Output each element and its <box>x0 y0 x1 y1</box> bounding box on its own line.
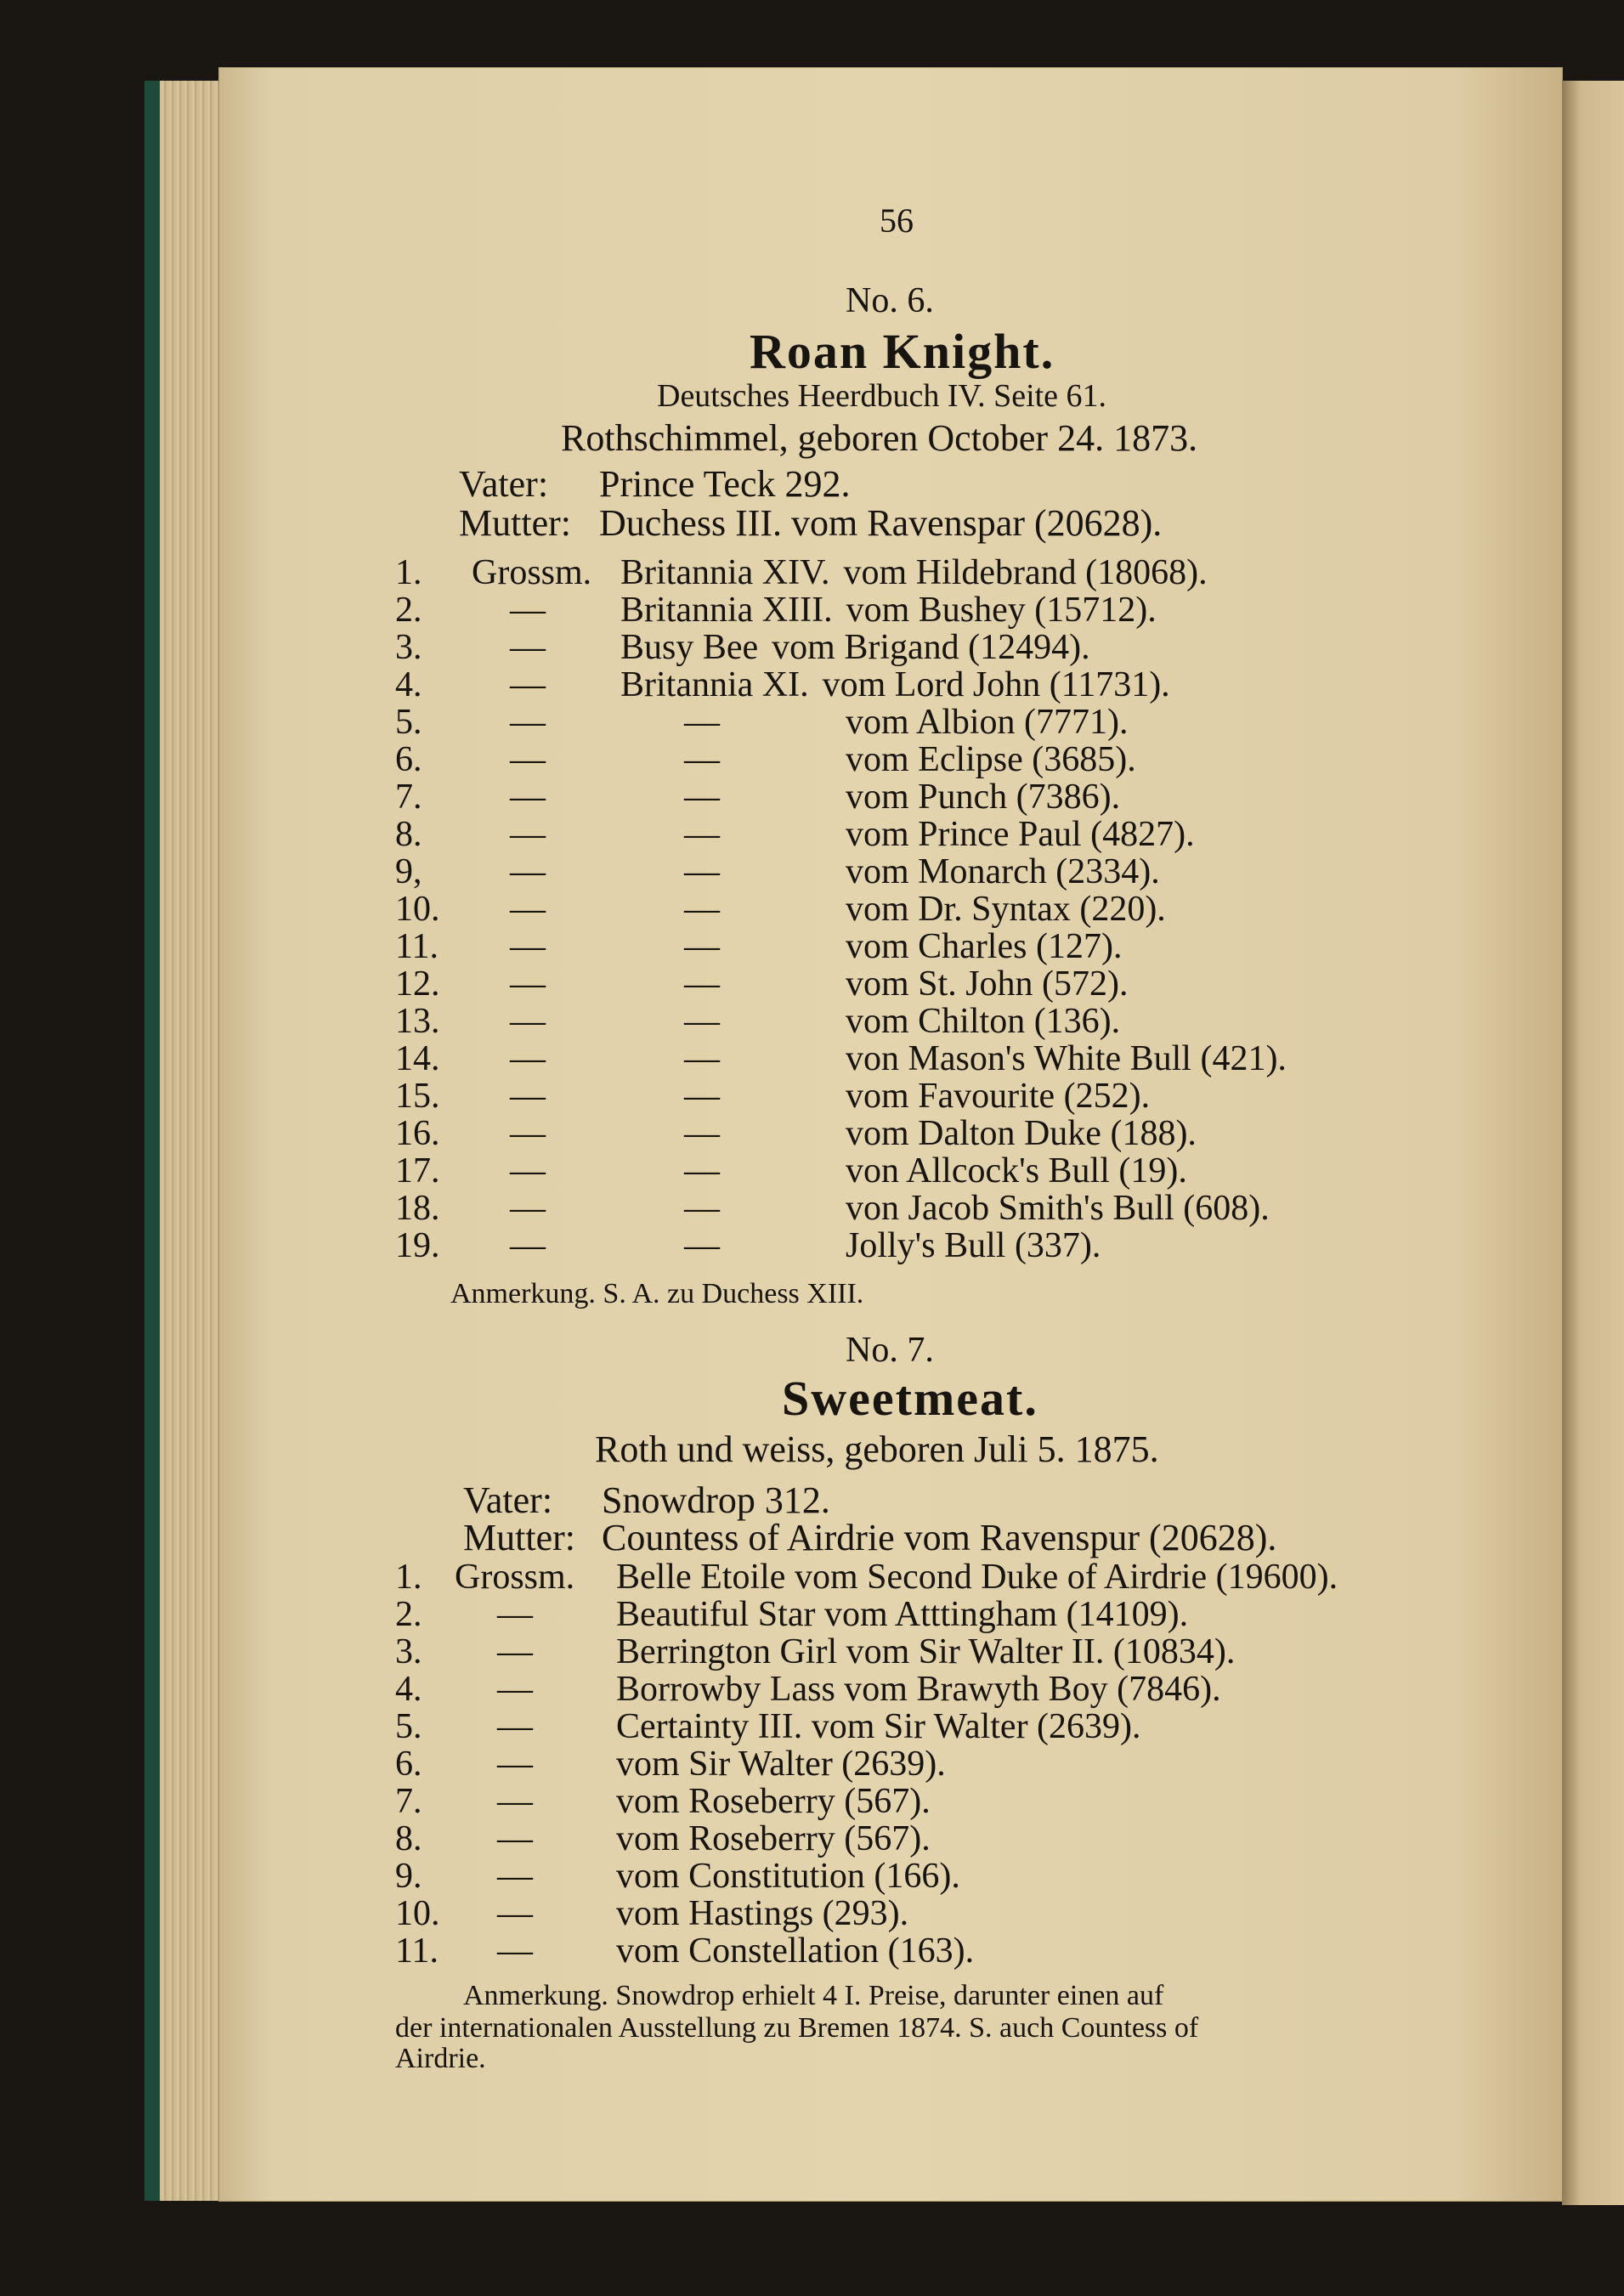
row-text: Berrington Girl vom Sir Walter II. (10834). <box>616 1632 1236 1671</box>
row-text: vom Constellation (163). <box>616 1931 975 1971</box>
row-sire: vom Brigand (12494). <box>772 628 1090 667</box>
row-text: vom Roseberry (567). <box>616 1819 931 1858</box>
row-number: 11. <box>395 1931 439 1971</box>
row-name: — <box>684 1039 720 1078</box>
row-text: vom Constitution (166). <box>616 1857 960 1896</box>
row-number: 4. <box>395 665 422 704</box>
row-grossm: — <box>510 591 546 630</box>
row-grossm: — <box>510 665 546 704</box>
row-name: — <box>684 740 720 779</box>
row-number: 7. <box>395 778 422 817</box>
row-number: 8. <box>395 815 422 854</box>
row-name: — <box>684 927 720 966</box>
row-text: vom Roseberry (567). <box>616 1782 931 1821</box>
row-number: 5. <box>395 703 422 742</box>
row-grossm: — <box>510 1189 546 1228</box>
row-text: vom Sir Walter (2639). <box>616 1745 946 1784</box>
row-number: 9. <box>395 1857 422 1896</box>
row-grossm: — <box>510 964 546 1004</box>
row-text: Beautiful Star vom Atttingham (14109). <box>616 1595 1189 1634</box>
row-sire: von Jacob Smith's Bull (608). <box>846 1189 1270 1228</box>
row-name: — <box>684 778 720 817</box>
annotation-7-line3: Airdrie. <box>395 2043 486 2074</box>
row-grossm: — <box>497 1745 533 1784</box>
row-number: 6. <box>395 740 422 779</box>
row-number: 12. <box>395 964 440 1004</box>
row-sire: vom Hildebrand (18068). <box>843 553 1208 592</box>
row-number: 10. <box>395 890 440 929</box>
row-number: 11. <box>395 927 439 966</box>
row-grossm: — <box>510 852 546 891</box>
book-spine <box>144 81 161 2201</box>
row-number: 18. <box>395 1189 440 1228</box>
vater-value-7: Snowdrop 312. <box>602 1479 830 1521</box>
row-number: 13. <box>395 1002 440 1041</box>
row-number: 7. <box>395 1782 422 1821</box>
vater-value: Prince Teck 292. <box>599 463 851 505</box>
row-name: — <box>684 703 720 742</box>
entry-title-roan-knight: Roan Knight. <box>750 324 1055 379</box>
row-sire: vom Charles (127). <box>846 927 1123 966</box>
page-edges <box>160 81 228 2201</box>
row-number: 1. <box>395 1558 422 1597</box>
annotation-6: Anmerkung. S. A. zu Duchess XIII. <box>450 1278 864 1309</box>
row-sire: vom Eclipse (3685). <box>846 740 1136 779</box>
row-sire: von Mason's White Bull (421). <box>846 1039 1287 1078</box>
row-grossm: Grossm. <box>455 1558 575 1597</box>
row-number: 3. <box>395 1632 422 1671</box>
vater-label: Vater: <box>459 463 549 505</box>
row-name: — <box>684 1002 720 1041</box>
annotation-7-line2: der internationalen Ausstellung zu Bremen 1874. S. auch Countess of <box>395 2012 1199 2044</box>
row-grossm: — <box>510 1039 546 1078</box>
entry-description-7: Roth und weiss, geboren Juli 5. 1875. <box>595 1428 1159 1470</box>
row-grossm: — <box>510 628 546 667</box>
row-name: — <box>684 1189 720 1228</box>
row-grossm: — <box>497 1595 533 1634</box>
row-grossm: — <box>497 1707 533 1746</box>
row-sire: vom Dr. Syntax (220). <box>846 890 1166 929</box>
row-number: 19. <box>395 1226 440 1265</box>
row-grossm: — <box>497 1632 533 1671</box>
row-sire: Jolly's Bull (337). <box>846 1226 1101 1265</box>
row-number: 5. <box>395 1707 422 1746</box>
row-grossm: Grossm. <box>472 553 592 592</box>
row-name: — <box>684 964 720 1004</box>
row-number: 1. <box>395 553 422 592</box>
row-name: — <box>684 890 720 929</box>
vater-label-7: Vater: <box>463 1479 553 1521</box>
row-number: 14. <box>395 1039 440 1078</box>
row-sire: vom Bushey (15712). <box>846 591 1157 630</box>
row-number: 15. <box>395 1077 440 1116</box>
next-page-edge <box>1562 81 1624 2205</box>
entry-title-sweetmeat: Sweetmeat. <box>782 1371 1038 1426</box>
entry-description: Rothschimmel, geboren October 24. 1873. <box>561 417 1198 459</box>
row-name: — <box>684 1151 720 1190</box>
row-sire: vom Chilton (136). <box>846 1002 1121 1041</box>
row-name: — <box>684 815 720 854</box>
row-name: — <box>684 1077 720 1116</box>
mutter-value: Duchess III. vom Ravenspar (20628). <box>599 502 1163 544</box>
row-name: — <box>684 1226 720 1265</box>
row-sire: vom St. John (572). <box>846 964 1129 1004</box>
row-name: Busy Bee <box>620 628 759 667</box>
row-grossm: — <box>510 740 546 779</box>
row-number: 9, <box>395 852 422 891</box>
row-grossm: — <box>510 1151 546 1190</box>
page-number: 56 <box>880 201 914 240</box>
row-sire: vom Dalton Duke (188). <box>846 1114 1197 1153</box>
row-number: 6. <box>395 1745 422 1784</box>
row-name: Britannia XIV. <box>620 553 830 592</box>
entry-number-6: No. 6. <box>846 281 934 320</box>
row-grossm: — <box>510 1077 546 1116</box>
row-number: 10. <box>395 1894 440 1933</box>
row-grossm: — <box>510 890 546 929</box>
row-grossm: — <box>510 1226 546 1265</box>
row-grossm: — <box>497 1894 533 1933</box>
row-number: 2. <box>395 1595 422 1634</box>
row-number: 2. <box>395 591 422 630</box>
row-sire: von Allcock's Bull (19). <box>846 1151 1187 1190</box>
row-text: vom Hastings (293). <box>616 1894 909 1933</box>
row-number: 16. <box>395 1114 440 1153</box>
row-sire: vom Punch (7386). <box>846 778 1121 817</box>
row-number: 17. <box>395 1151 440 1190</box>
annotation-7-line1: Anmerkung. Snowdrop erhielt 4 I. Preise, darunter einen auf <box>463 1980 1164 2011</box>
mutter-label: Mutter: <box>459 502 571 544</box>
row-name: — <box>684 852 720 891</box>
row-text: Borrowby Lass vom Brawyth Boy (7846). <box>616 1670 1221 1709</box>
row-number: 4. <box>395 1670 422 1709</box>
row-name: Britannia XI. <box>620 665 809 704</box>
row-grossm: — <box>510 927 546 966</box>
row-name: — <box>684 1114 720 1153</box>
row-sire: vom Lord John (11731). <box>822 665 1170 704</box>
row-grossm: — <box>497 1782 533 1821</box>
row-grossm: — <box>510 1002 546 1041</box>
row-grossm: — <box>497 1670 533 1709</box>
row-sire: vom Prince Paul (4827). <box>846 815 1195 854</box>
row-grossm: — <box>510 815 546 854</box>
row-sire: vom Favourite (252). <box>846 1077 1151 1116</box>
row-number: 3. <box>395 628 422 667</box>
mutter-value-7: Countess of Airdrie vom Ravenspur (20628). <box>602 1517 1277 1558</box>
row-grossm: — <box>510 778 546 817</box>
row-grossm: — <box>510 703 546 742</box>
row-sire: vom Monarch (2334). <box>846 852 1160 891</box>
row-grossm: — <box>510 1114 546 1153</box>
herdbook-reference: Deutsches Heerdbuch IV. Seite 61. <box>657 378 1107 414</box>
row-grossm: — <box>497 1819 533 1858</box>
entry-number-7: No. 7. <box>846 1331 934 1370</box>
row-text: Certainty III. vom Sir Walter (2639). <box>616 1707 1141 1746</box>
row-sire: vom Albion (7771). <box>846 703 1129 742</box>
row-number: 8. <box>395 1819 422 1858</box>
row-name: Britannia XIII. <box>620 591 833 630</box>
row-text: Belle Etoile vom Second Duke of Airdrie (19600). <box>616 1558 1338 1597</box>
row-grossm: — <box>497 1857 533 1896</box>
mutter-label-7: Mutter: <box>463 1517 575 1558</box>
row-grossm: — <box>497 1931 533 1971</box>
